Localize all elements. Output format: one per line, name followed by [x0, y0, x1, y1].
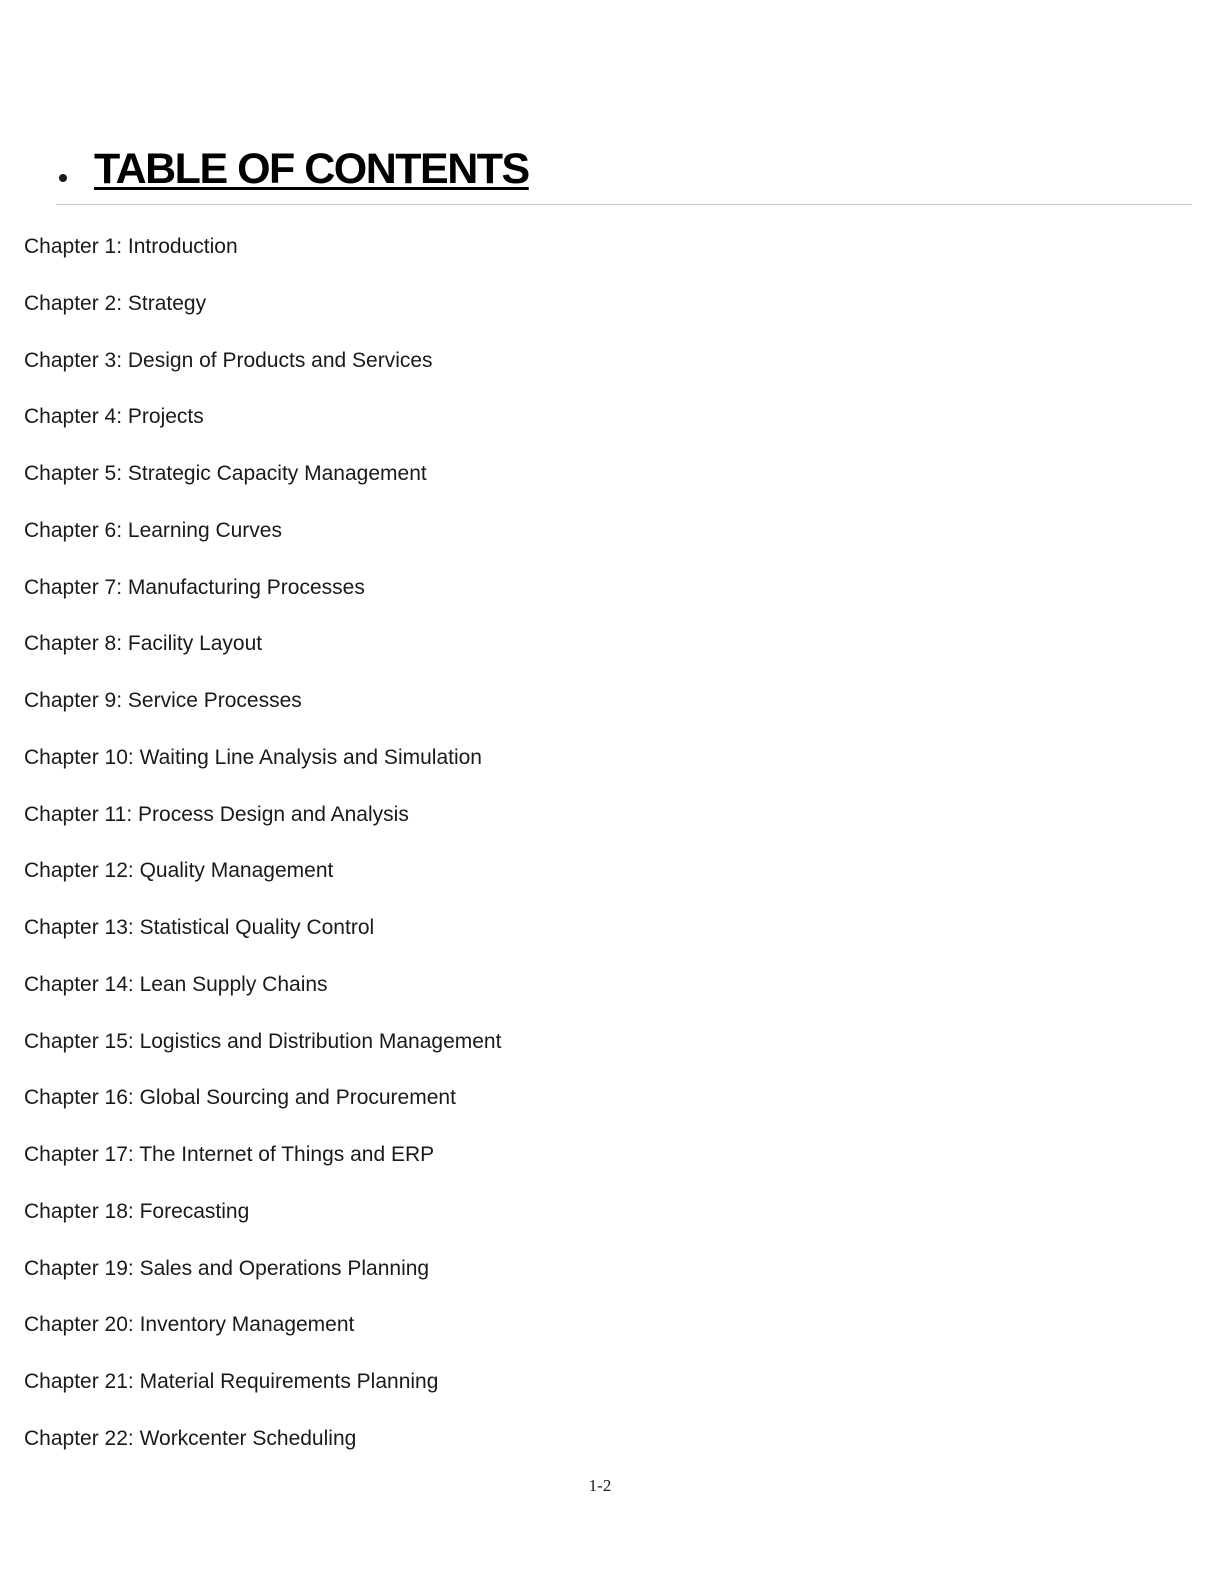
toc-entry: Chapter 8: Facility Layout [24, 632, 263, 656]
bullet-icon [59, 174, 67, 182]
toc-entry: Chapter 17: The Internet of Things and ERP [24, 1143, 435, 1166]
toc-entry: Chapter 15: Logistics and Distribution Management [24, 1029, 502, 1053]
toc-entry: Chapter 20: Inventory Management [24, 1313, 355, 1337]
toc-entry: Chapter 18: Forecasting [24, 1199, 250, 1223]
toc-entry: Chapter 14: Lean Supply Chains [24, 972, 328, 996]
toc-entry: Chapter 10: Waiting Line Analysis and Simulation [24, 745, 482, 769]
page-title: TABLE OF CONTENTS [94, 145, 529, 193]
toc-entry: Chapter 16: Global Sourcing and Procurement [24, 1086, 456, 1110]
page-number: 1-2 [588, 1476, 612, 1495]
toc-entry: Chapter 22: Workcenter Scheduling [24, 1426, 357, 1450]
toc-entry: Chapter 9: Service Processes [24, 689, 302, 712]
toc-entry: Chapter 2: Strategy [24, 291, 207, 315]
toc-entry: Chapter 13: Statistical Quality Control [24, 916, 375, 939]
toc-entry: Chapter 1: Introduction [24, 235, 238, 258]
toc-entry: Chapter 3: Design of Products and Services [24, 348, 433, 372]
toc-entry: Chapter 11: Process Design and Analysis [24, 802, 409, 826]
toc-entry: Chapter 21: Material Requirements Planning [24, 1370, 439, 1393]
table-of-contents-list [24, 229, 501, 1478]
toc-entry: Chapter 19: Sales and Operations Planning [24, 1256, 430, 1280]
toc-entry: Chapter 4: Projects [24, 405, 204, 429]
toc-entry: Chapter 6: Learning Curves [24, 518, 282, 542]
toc-entry: Chapter 7: Manufacturing Processes [24, 575, 365, 599]
toc-entry: Chapter 12: Quality Management [24, 859, 334, 883]
toc-entry: Chapter 5: Strategic Capacity Management [24, 462, 427, 485]
heading-section [56, 140, 1192, 205]
